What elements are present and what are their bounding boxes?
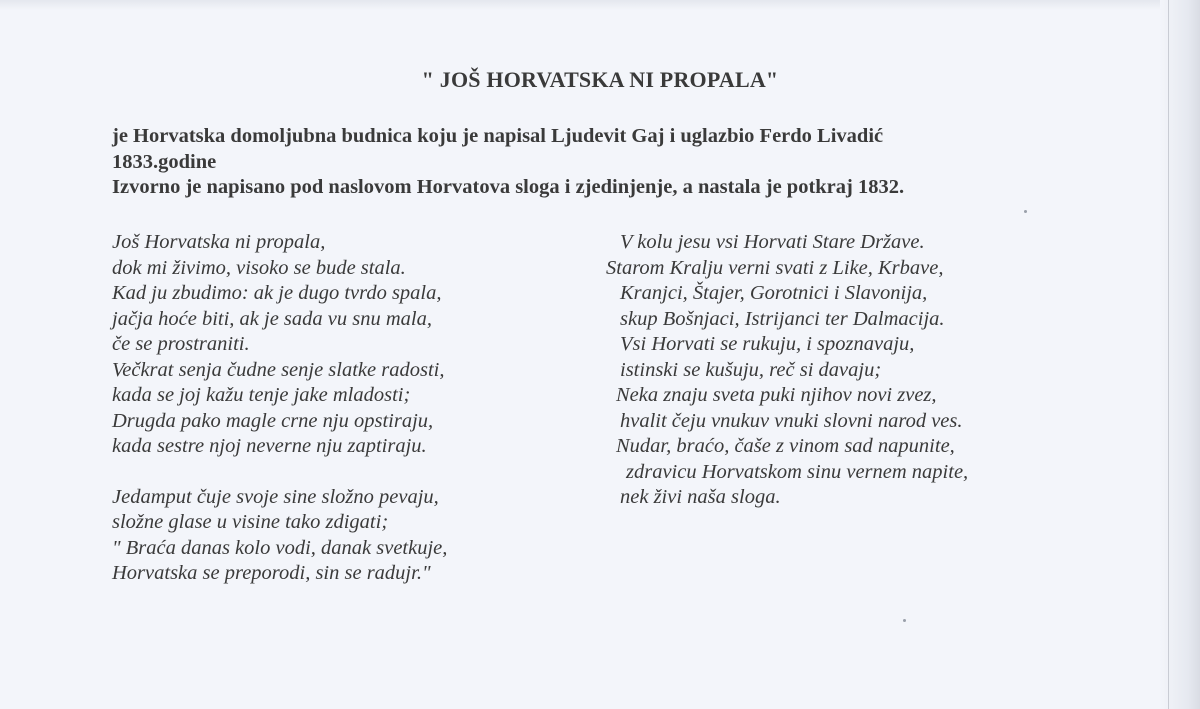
verse-line: Vsi Horvati se rukuju, i spoznavaju,	[620, 333, 915, 355]
scan-edge-top	[0, 0, 1200, 10]
poem-left-column	[112, 230, 572, 587]
verse-line: složne glase u visine tako zdigati;	[112, 511, 389, 533]
poem-right-column	[606, 230, 1086, 511]
verse-line: skup Bošnjaci, Istrijanci ter Dalmacija.	[620, 307, 945, 330]
verse-line: če se prostraniti.	[112, 333, 250, 355]
intro-line: je Horvatska domoljubna budnica koju je napisal Ljudevit Gaj i uglazbio Ferdo Livadić	[112, 125, 884, 147]
verse-line: Drugda pako magle crne nju opstiraju,	[112, 409, 434, 432]
verse-line: zdravicu Horvatskom sinu vernem napite,	[626, 460, 969, 483]
verse-line: V kolu jesu vsi Horvati Stare Države.	[620, 231, 925, 253]
intro-paragraph	[112, 124, 1112, 201]
verse-line: hvalit čeju vnukuv vnuki slovni narod ves.	[620, 409, 963, 432]
scan-edge-right	[1160, 0, 1200, 709]
verse-line: " Braća danas kolo vodi, danak svetkuje,	[112, 536, 448, 559]
verse-line: kada sestre njoj neverne nju zaptiraju.	[112, 435, 427, 457]
verse-line: Nudar, braćo, čaše z vinom sad napunite,	[616, 435, 955, 457]
verse-line: kada se joj kažu tenje jake mladosti;	[112, 384, 411, 406]
scan-line-right	[1168, 0, 1169, 709]
page-title: " JOŠ HORVATSKA NI PROPALA"	[421, 67, 779, 92]
verse-line: Jedamput čuje svoje sine složno pevaju,	[112, 485, 439, 508]
scan-speck	[1024, 210, 1027, 213]
intro-line: 1833.godine	[112, 150, 217, 173]
verse-line: Kad ju zbudimo: ak je dugo tvrdo spala,	[112, 282, 442, 304]
verse-line: Večkrat senja čudne senje slatke radosti,	[112, 358, 445, 381]
scan-speck	[903, 619, 906, 622]
verse-line: Neka znaju sveta puki njihov novi zvez,	[616, 384, 937, 406]
verse-line: dok mi živimo, visoko se bude stala.	[112, 256, 406, 279]
stanza-gap	[112, 460, 572, 485]
verse-line: Još Horvatska ni propala,	[112, 231, 326, 253]
verse-line: istinski se kušuju, reč si davaju;	[620, 358, 882, 381]
verse-line: Kranjci, Štajer, Gorotnici i Slavonija,	[620, 282, 928, 304]
verse-line: Starom Kralju verni svati z Like, Krbave,	[606, 256, 944, 279]
verse-line: nek živi naša sloga.	[620, 486, 781, 508]
intro-line: Izvorno je napisano pod naslovom Horvatova sloga i zjedinjenje, a nastala je potkraj 1832.	[112, 176, 905, 198]
verse-line: jačja hoće biti, ak je sada vu snu mala,	[112, 307, 432, 330]
verse-line: Horvatska se preporodi, sin se radujr."	[112, 562, 431, 584]
